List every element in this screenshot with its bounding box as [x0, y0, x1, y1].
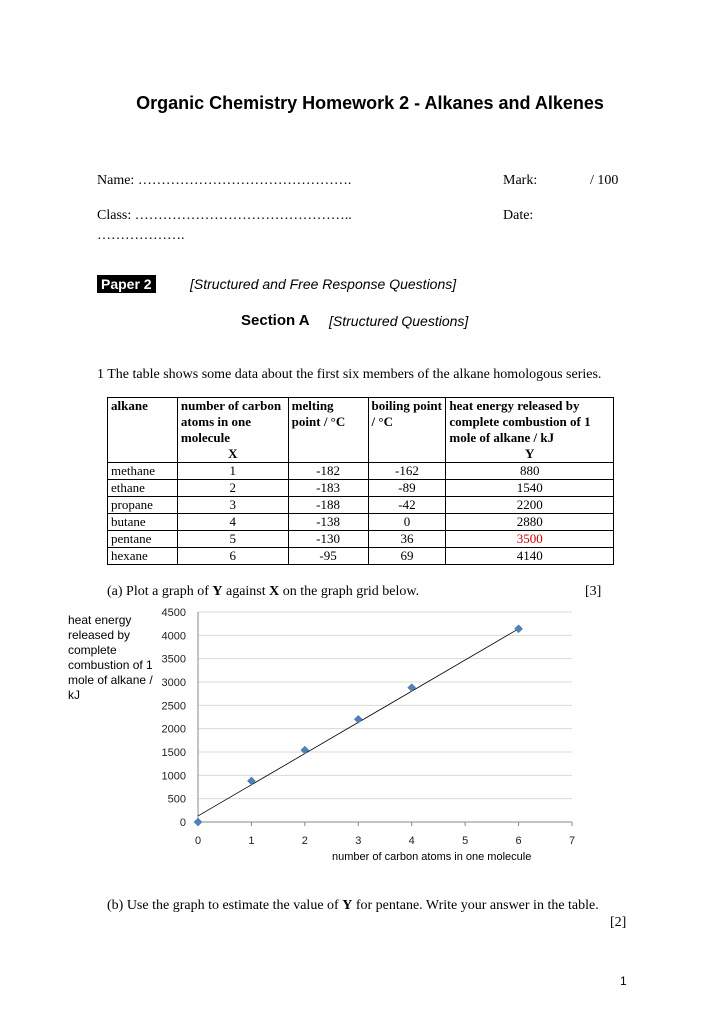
data-point — [354, 715, 362, 723]
question-a-marks: [3] — [585, 584, 602, 599]
x-tick-label: 7 — [568, 835, 576, 847]
class-field: Class: ……………………………………….. — [97, 208, 352, 223]
y-tick-label: 2000 — [161, 723, 186, 736]
header-melting-point: melting point / °C — [288, 398, 368, 463]
table-row: pentane 5 -130 36 3500 — [108, 531, 614, 548]
class-field-continuation: ………………. — [97, 228, 185, 243]
question-1-text: 1 The table shows some data about the first six members of the alkane homologous series. — [97, 367, 602, 382]
table-row: ethane 2 -183 -89 1540 — [108, 480, 614, 497]
page-title: Organic Chemistry Homework 2 - Alkanes and Alkenes — [136, 93, 604, 113]
paper-badge: Paper 2 — [97, 275, 156, 293]
question-a-text: (a) Plot a graph of Y against X on the graph grid below. — [107, 584, 420, 599]
data-point — [301, 746, 309, 754]
table-header-row — [108, 398, 614, 463]
x-tick-label: 4 — [408, 835, 415, 847]
y-tick-label: 500 — [167, 793, 186, 806]
header-boiling-point: boiling point / °C — [368, 398, 446, 463]
y-tick-label: 3500 — [161, 653, 186, 666]
x-tick-label: 0 — [194, 835, 202, 847]
alkane-data-table — [107, 397, 614, 565]
data-point — [515, 625, 523, 633]
header-alkane: alkane — [108, 398, 178, 463]
table-row: propane 3 -188 -42 2200 — [108, 497, 614, 514]
x-tick-label: 5 — [462, 835, 469, 847]
pentane-heat-answer: 3500 — [446, 531, 614, 548]
x-tick-label: 3 — [355, 835, 362, 847]
page-number: 1 — [620, 974, 627, 988]
date-label: Date: — [503, 208, 534, 223]
section-description: [Structured Questions] — [329, 313, 469, 329]
graph-grid — [0, 600, 728, 870]
y-tick-label: 3000 — [161, 677, 186, 689]
section-label: Section A — [241, 312, 310, 329]
y-tick-label: 0 — [179, 817, 186, 829]
y-tick-label: 1000 — [161, 770, 186, 783]
header-heat-energy: heat energy released by complete combustion of 1 mole of alkane / kJ Y — [446, 398, 614, 463]
y-tick-label: 2500 — [161, 700, 186, 713]
question-b-text: (b) Use the graph to estimate the value of Y for pentane. Write your answer in the table. — [107, 898, 599, 913]
header-carbon-atoms: number of carbon atoms in one molecule X — [177, 398, 288, 463]
y-tick-label: 4000 — [161, 630, 186, 643]
table-row: hexane 6 -95 69 4140 — [108, 548, 614, 565]
data-point — [194, 818, 202, 826]
x-tick-label: 1 — [248, 835, 255, 847]
paper-description: [Structured and Free Response Questions] — [190, 276, 457, 292]
data-point — [247, 777, 255, 785]
data-point — [408, 684, 416, 692]
y-tick-label: 4500 — [161, 607, 186, 619]
table-row: butane 4 -138 0 2880 — [108, 514, 614, 531]
x-tick-label: 6 — [515, 835, 522, 847]
x-tick-label: 2 — [301, 835, 308, 847]
mark-total: / 100 — [590, 173, 619, 188]
name-field: Name: ………………………………………. — [97, 173, 352, 188]
question-b-marks: [2] — [610, 915, 627, 930]
x-axis-label: number of carbon atoms in one molecule — [332, 851, 532, 863]
mark-label: Mark: — [503, 173, 538, 188]
y-tick-label: 1500 — [161, 747, 186, 759]
table-row: methane 1 -182 -162 880 — [108, 463, 614, 480]
y-axis-label: heat energy released by complete combustion of 1 mole of alkane / kJ — [68, 613, 153, 702]
